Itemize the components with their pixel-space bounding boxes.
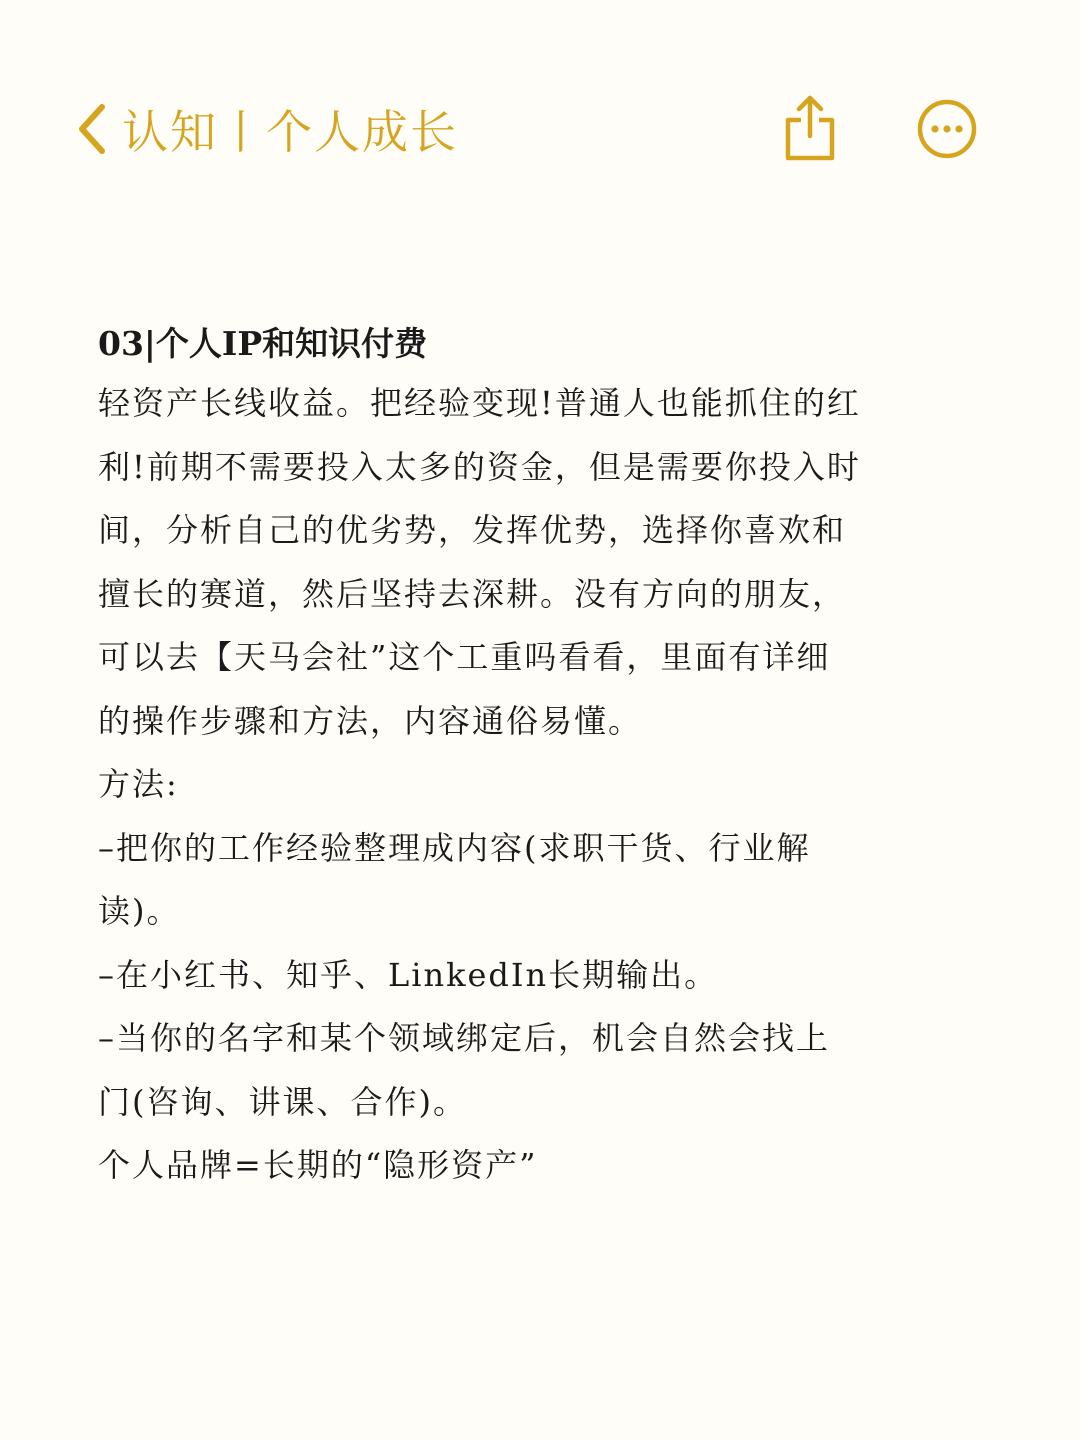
- note-line: 门(咨询、讲课、合作)。: [98, 1082, 467, 1121]
- note-line: 读)。: [98, 892, 181, 930]
- note-line: 擅长的赛道，然后坚持去深耕。没有方向的朋友，: [98, 574, 847, 613]
- note-line: 个人品牌=长期的“隐形资产”: [98, 1146, 538, 1184]
- note-line: –在小红书、知乎、LinkedIn长期输出。: [98, 955, 719, 994]
- navigation-bar: [0, 80, 1080, 180]
- note-line: 利!前期不需要投入太多的资金，但是需要你投入时: [98, 447, 861, 486]
- note-body[interactable]: [98, 372, 998, 1198]
- note-line: –当你的名字和某个领域绑定后，机会自然会找上: [98, 1019, 831, 1057]
- note-line: 的操作步骤和方法，内容通俗易懂。: [98, 701, 643, 740]
- note-title: 03|个人IP和知识付费: [98, 324, 428, 363]
- note-line: 可以去【天马会社”这个工重吗看看，里面有详细: [98, 638, 831, 676]
- note-line: 间，分析自己的优劣势，发挥优势，选择你喜欢和: [98, 511, 847, 549]
- more-icon[interactable]: [916, 98, 978, 160]
- note-content: [98, 318, 998, 1198]
- note-line: –把你的工作经验整理成内容(求职干货、行业解: [98, 828, 811, 867]
- note-line: 方法:: [98, 765, 179, 803]
- chevron-left-icon: [72, 99, 112, 159]
- nav-title: 认知丨个人成长: [122, 105, 458, 159]
- share-icon[interactable]: [780, 92, 840, 162]
- note-line: 轻资产长线收益。把经验变现!普通人也能抓住的红: [98, 384, 861, 422]
- back-button[interactable]: [72, 96, 458, 162]
